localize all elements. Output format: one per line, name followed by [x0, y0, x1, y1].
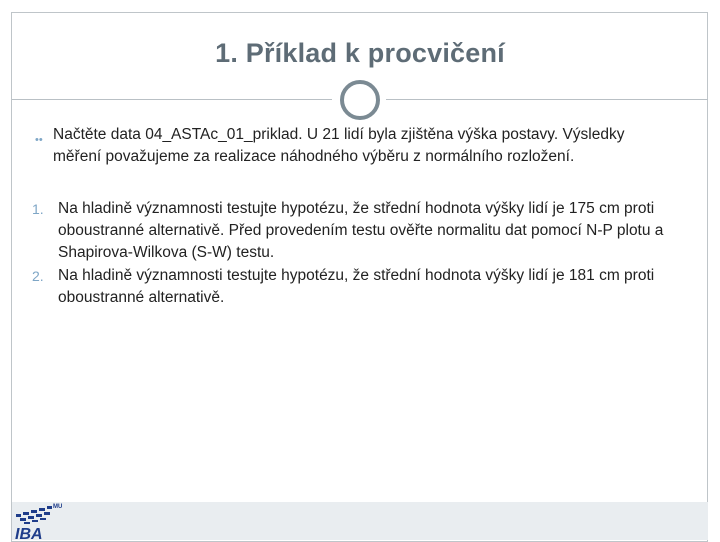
- slide-title: 1. Příklad k procvičení: [215, 38, 505, 68]
- logo-superscript: MU: [53, 504, 63, 510]
- intro-text: Načtěte data 04_ASTAc_01_priklad. U 21 lidí byla zjištěna výška postavy. Výsledky měření považujeme za realizace náhodného výběru z normálního rozložení.: [53, 126, 625, 165]
- list-item: [20, 198, 700, 264]
- list-item-number: 2.: [32, 268, 44, 284]
- list-item-number: 1.: [32, 201, 44, 217]
- list-item-text: Na hladině významnosti testujte hypotézu, že střední hodnota výšky lidí je 181 cm proti oboustranné alternativě.: [58, 267, 655, 306]
- title-divider-right: [386, 99, 708, 100]
- logo-text: IBA: [15, 526, 43, 542]
- divider-circle-icon: [340, 80, 380, 120]
- task-list: [20, 198, 700, 310]
- iba-logo: [14, 499, 63, 542]
- intro-paragraph: [36, 124, 676, 168]
- list-item: [20, 265, 700, 309]
- title-divider-left: [12, 99, 332, 100]
- footer-bar: [12, 502, 708, 540]
- list-item-text: Na hladině významnosti testujte hypotézu, že střední hodnota výšky lidí je 175 cm proti oboustranné alternativě. Před provedením testu ověřte normalitu dat pomocí N-P plotu a Shapirova-Wilkova (S-W) testu.: [58, 200, 664, 261]
- bullet-icon: ••: [35, 134, 43, 146]
